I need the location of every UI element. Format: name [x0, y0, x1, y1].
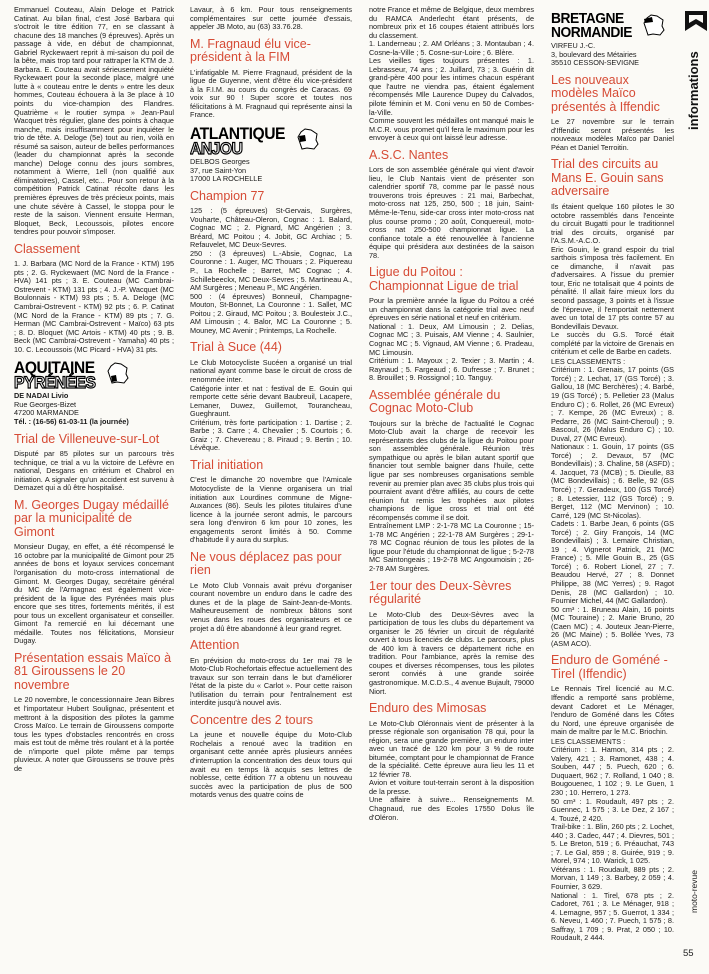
section-heading: Ne vous déplacez pas pour rien: [190, 549, 342, 578]
address-line: 3, boulevard des Métairies: [551, 49, 637, 59]
column-3: [369, 6, 534, 823]
region-logo: [14, 358, 96, 393]
column-2: [190, 6, 352, 801]
section-heading: M. Fragnaud élu vice-président à la FIM: [190, 36, 311, 65]
correspondent-address: [551, 42, 674, 68]
correspondent-name: DELBOS Georges: [190, 156, 250, 166]
ranking-text: LES CLASSEMENTS : Critérium : 1. Hamon, 314 pts ; 2. Valery, 421 ; 3. Ramonet, 438 ; 4. Souben, 447 ; 5. Puech, 620 ; 6. Duquaert, 962 ; 7. Rolland, 1 040 ; 8. Bougouenec, 1 102 ; 9. Le Guen, 1 230 ; 10. Herrero, 1 273. 50 cm³ : 1. Roudault, 497 pts ; 2. Guennec, 1 575 ; 3. Le Dez, 2 167 ; 4. Touzé, 2 420. Trail-bike : 1. Blin, 260 pts ; 2. Lochet, 440 ; 3. Cadec, 447 ; 4. Dievres, 501 ; 5. Le Breton, 519 ; 6. Préauchat, 743 ; 7. Le Gal, 859 ; 8. Guirée, 919 ; 9. Morel, 974 ; 10. Warick, 1 025. Vétérans : 1. Roudault, 889 pts ; 2. Morvan, 1 149 ; 3. Barbey, 2 059 ; 4. Fournier, 3 629. National : 1. Tirel, 678 pts ; 2. Cadoret, 761 ; 3. Le Ménager, 918 ; 4. Lemagne, 957 ; 5. Guerrot, 1 334 ; 6. Neveu, 1 460 ; 7. Puech, 1 575 ; 8. Saffray, 1 709 ; 9. Prat, 2 050 ; 10. Roudault, 2 444.: [551, 736, 674, 943]
article-text: L'infatigable M. Pierre Fragnaud, président de la ligue de Guyenne, vient d'être élu vice-président à la F.I.M. au cours du congrès de Caracas. 69 voix sur 90 ! Super score et toutes nos félicitations à M. Fragnaud qui représente ainsi la France.: [190, 67, 352, 120]
region-logo-line2: ANJOU: [190, 138, 243, 158]
article-text: En prévision du moto-cross du 1er mai 78 le Moto-Club Rochefortais effectue actuellement des travaux sur son terrain dans le but d'améliorer l'état de la piste du « Carlot ». Pour cette raison l'utilisation du terrain pour l'entraînement est interdite jusqu'à nouvel avis.: [190, 655, 352, 708]
address-line: 37, rue Saint-Yon: [190, 165, 247, 175]
region-header-bretagne: [551, 12, 674, 40]
section-heading: M. Georges Dugay médaillé par la municipalité de Gimont: [14, 497, 169, 539]
region-logo-line2: PYRÉNÉES: [14, 373, 96, 393]
column-4: [551, 6, 674, 944]
section-heading: Attention: [190, 638, 240, 653]
section-heading: Champion 77: [190, 188, 265, 203]
correspondent-name: DE NADAI Livio: [14, 391, 69, 401]
section-heading: A.S.C. Nantes: [369, 147, 449, 162]
section-heading: Trial de Villeneuve-sur-Lot: [14, 431, 160, 446]
section-heading: Classement: [14, 241, 80, 256]
article-text: Toujours sur la brèche de l'actualité le Cognac Moto-Club avait la charge de recevoir les représentants des clubs de la ligue du Poitou pour son assemblée générale. Réunion très sympathique ou après le bilan autant sportif que financier tout semble baigner dans l'huile, cette ligue par ses nombreuses organisations semble revenir au premier plan avec 35 clubs plus trois qui pourraient avant d'être affiliés, au cours de cette réunion fut remis les trophées aux pilotes champions de ligue cross et trial ont été récompensés comme il se doit. Entraînement LMP : 2-1-78 MC La Couronne ; 15-1-78 MC Angérien ; 22-1-78 AM Surgères ; 29-1-78 MC Cognac réunion de tous les pilotes de la ligue pour l'étude du championnat de ligue ; 5-2-78 MC Saintongeais ; 19-2-78 MC Angoumoisin ; 26-2-78 AM Surgères.: [369, 418, 534, 574]
article-text: Le Club Motocycliste Sucéen a organisé un trial national ayant comme base le circuit de cross de renommée inter. Catégorie inter et nat : festival de E. Gouin qui remporte cette série devant Baubreuil, Lacapere, Lemaner, Duwez, Guillemot, Tourancheau, Gueghraunt. Critérium, très forte participation : 1. Dartise ; 2. Barbe ; 3. Carre ; 4. Chevalier ; 5. Courtois ; 6. Graiz ; 7. Chevereau ; 8. Piraud ; 9. Bertin ; 10. Lévêque.: [190, 357, 352, 453]
address-line: 47200 MARMANDE: [14, 408, 79, 418]
address-line: 35510 CESSON-SEVIGNE: [551, 58, 640, 68]
ranking-text: LES CLASSEMENTS : Critérium : 1. Grenais, 17 points (GS Torcé) ; 2. Lechat, 17 (GS Torcé) ; 3. Gallou, 18 (MC Berchères) ; 4. Barbé, 19 (GS Torcé) ; 5. Pelletier 23 (Malus Enduro C) ; 6. Rollet, 26 (MC Evreux) ; 7. Kempe, 26 (MC Evreux) ; 8. Pedarre, 26 (MC Saint-Cheroul) ; 9. Bascoul, 26 (Malus Enduro C) ; 10. Duval, 27 (MC Evreux). Nationaux : 1. Gouin, 17 points (GS Torcé) ; 2. Devaux, 57 (MC Bondevillais) ; 3. Chaline, 58 (ASFD) ; 4. Jacquet, 73 (MCB) ; 5. Dieulle, 83 (MC Bondevillais) ; 6. Belle, 92 (GS Torcé) ; 7. Geradeux, 100 (GS Torcé) ; 8. Letessier, 112 (GS Torcé) ; 9. Berget, 112 (MC Mervinon) ; 10. Carré, 129 (MC St-Nicolas). Cadets : 1. Barbe Jean, 6 points (GS Torcé) ; 2. Giry François, 14 (MC Bondevillais) ; 3. Lemaire Christian, 19 ; 4. Vignerot Patrick, 21 (MC France) ; 5. Mlle Gouin B., 25 (GS Torcé) ; 6. Robert Lionel, 27 ; 7. Beaudou Hervé, 27 ; 8. Donnet Philippe, 38 (MC Yerres) ; 9. Ragot Denis, 28 (MC Gallardon) ; 10. Fournier Michel, 44 (MC Gallardon). 50 cm³ : 1. Bruneau Alain, 16 points (MC Touraine) ; 2. Marie Bruno, 20 (Caen MC) ; 4. Jouteux Jean-Pierre, 26 (MC Maine) ; 5. Bollée Yves, 73 (ASM ACO).: [551, 356, 674, 648]
region-logo: [190, 123, 286, 158]
article-text: Lors de son assemblée générale qui vient d'avoir lieu, le Club Nantais vient de présenter son calendrier sportif 78, comme par le passé nous trouverons trois épreuves : 21 mai, Barbechat, moto-cross nat 125, 250, 500 ; 18 juin, Saint-Même-le-Tenu, side-car cross inter moto-cross nat plus course promo ; 20 août, Conquereuil, moto-cross nat 250-500 championnat ligue. La confiance totale a été renouvellée à l'ancienne équipe qui présidera aux destinées de la saison 78.: [369, 165, 534, 260]
region-logo-line1: AQUITAINE: [14, 358, 95, 378]
article-text: Monsieur Dugay, en effet, a été récompensé le 16 octobre par la municipalité de Gimont pour 25 années de bons et loyaux services concernant l'organisation du moto-cross international de Gimont. M. Georges Dugay, secrétaire général du MC de l'Armagnac est également vice-président de la ligue des Pyrénées mais plus encore que ses titres, fortements mérités, il est pour tous un excellent organisateur et conseiller. Gimont l'a remercié en lui décernant une médaille. Toutes nos félicitations, Monsieur Dugay.: [14, 542, 174, 646]
section-heading: 1er tour des Deux-Sèvres régularité: [369, 578, 512, 607]
section-heading: Ligue du Poitou : Championnat Ligue de trial: [369, 265, 519, 293]
article-text: Emmanuel Couteau, Alain Deloge et Patrick Catinat. Au bilan final, c'est José Barbara qui s'octroit le titre édition 77, en se classant à chacune des 18 manches (9 épreuves). Après un passage à vide, en début de championnat, Gabriel Ryckewaert reprit à mi-saison du poil de la bête, mais trop tard pour rattraper la KTM de J. Barbara. E. Couteau avait sérieusement inquiété Ryckewaert pour la seconde place, malgré une lutte à « couteau entre le dents » entre les deux hommes, Couteau échouera à la 3e place à 10 points du vice-champion des Flandres. Quatrième « le routier sympa » Jean-Paul Wacquet très régulier, glane des points à chaque manche, mais insuffisamment pour inquiéter le trio de tête. A. Deloge (5e) tout au rien, voilà en résumé sa saison, auteur de belles performances (leader du championnat après la seconde manche) Deloge connu des jours sombres, notamment à Wierre, 1ell (non qualifié aux éliminatoires), Cassel, etc... Pour son retour à la compétition Patrick Catinat récolte dans les premières épreuves de très précieux points, mais une chute sévère à Cassel, le stoppa pour le reste de la saison. Viennent ensuite Herman, Bloquet, Beck, Lecoussois, pilotes encore tendres pour pouvoir s'imposer.: [14, 6, 174, 237]
article-text: notre France et même de Belgique, deux membres du RAMCA Anderlecht étant présents, de nombreux prix et 16 coupes étaient attribués lors du classement. 1. Landerneau ; 2. AM Orléans ; 3. Montauban ; 4. Cosne-la-Ville ; 5. Cosne-sur-Loire ; 6. Blère. Les vieilles tiges toujours présentes : 1. Lebrasseur, 74 ans ; 2. Juillard, 73 ; 3. Guérin dit grand-père 400 pour les intimes chacun espérant que l'autre ne viendra pas, étaient également récompensés Mlle Laurence Dupey du Calvados, pilote féminin et M. Coni venu en 50 de Combes-la-Ville. Comme souvent les médailles ont manqué mais le M.C.R. vous promet qu'il fera le maximum pour les envoyer à ceux qui ont laissé leur adresse.: [369, 6, 534, 143]
section-heading: Les nouveaux modèles Maïco présentés à Iffendic: [551, 72, 660, 114]
section-heading: Trial initiation: [190, 457, 264, 472]
ranking-text: 1. J. Barbara (MC Nord de la France - KTM) 195 pts ; 2. G. Ryckewaert (MC Nord de la France - HVA) 141 pts ; 3. E. Couteau (MC Cambrai-Ostrevent - KTM) 131 pts ; 4. J.-P. Wacquet (MC Boulonnais - KTM) 93 pts ; 5. A. Deloge (MC Cambrai-Ostrevent - KTM) 92 pts ; 6. P. Catinat (MC Nord de la France - KTM) 89 pts ; 7. G. Herman (MC Cambrai-Ostrevent - Maïco) 63 pts ; 8. D. Bloquet (MC Artois - KTM) 40 pts ; 9. B. Beck (MC Cambrai-Ostrevent - Yamaha) 40 pts ; 10. C. Lecoussois (MC Picard - HVA) 31 pts.: [14, 259, 174, 354]
article-text: C'est le dimanche 20 novembre que l'Amicale Motocycliste de la Vienne organisera un trial initiation aux Lourdines commune de Migne-Auxances (86). Seuls les pilotes titulaires d'une licence à la journée seront admis, le parcours sera long d'environ 6 km pour 10 zones, les engagements seront limités à 50. Comme d'habitude il y aura du surplus.: [190, 475, 352, 545]
section-heading: Assemblée générale du Cognac Moto-Club: [369, 387, 501, 416]
address-line: Rue Georges-Bizet: [14, 399, 77, 409]
region-logo-line1: ATLANTIQUE: [190, 123, 286, 143]
section-heading: Présentation essais Maïco à 81 Giroussens le 20 novembre: [14, 650, 172, 692]
magazine-name: moto-revue: [689, 870, 699, 913]
article-text: Pour la première année la ligue du Poitou a créé un championnat dans la catégorie trial avec neuf épreuves en série national et neuf en critérium. National : 1. Deux, AM Limousin ; 2. Delias, Cognac MC ; 3. Puisais, AM Vienne ; 4. Saulnier, Cognac MC ; 5. Vignaud, AM Vienne ; 6. Pradeau, MC Limousin. Critérium : 1. Mayoux ; 2. Texier ; 3. Martin ; 4. Raynaud ; 5. Fargeaud ; 6. Dufresse ; 7. Brunet ; 8. Brouillet ; 9. Rossignol ; 10. Tanguy.: [369, 296, 534, 383]
correspondent-name: VIRFEU J.-C.: [551, 41, 596, 50]
article-text: Le Moto Club Vonnais avait prévu d'organiser courant novembre un enduro dans le cadre des dunes et de la plage de Saint-Jean-de-Monts. Malheureusement de nombreux bâtons sont venus dans les roues des organisateurs et ce projet a dû être abandonné à leur grand regret.: [190, 580, 352, 633]
region-header-aquitaine: [14, 358, 174, 393]
article-text: Ils étaient quelque 160 pilotes le 30 octobre rassemblés dans l'enceinte du circuit Bugatti pour le traditionnel trial des circuits, organisé par l'A.S.M.-A.C.O. Eric Gouin, le grand espoir du trial sarthois s'imposa très facilement. En ce dimanche, il n'avait pas d'adversaires. A l'issue du premier tour, Eric ne totalisait que 4 points de pénalité. Il allait faire mieux lors du second passage, 3 points et à l'issue de l'épreuve, il l'emportait nettement avec un total de 17 pts contre 57 au Bondevillais Devaux. Le succès du G.S. Torcé était complété par la victoire de Grenais en critérium et celle de Barbe en cadets.: [551, 201, 674, 357]
magazine-corner-logo: [684, 10, 708, 32]
france-map-icon: [107, 362, 129, 384]
article-text: Lavaur, à 6 km. Pour tous renseignements complémentaires sur cette journée d'essais, appeler JB Moto, au (63) 33.76.28.: [190, 6, 352, 32]
article-text: La jeune et nouvelle équipe du Moto-Club Rochelais a renoué avec la tradition en organisant cette année après plusieurs années d'interruption la concentration des deux tours qui avait eu en temps là acquis ses lettres de noblesse, cette édition 77 a obtenu un nouveau succès avec la participation de plus de 500 motards venus des quatre coins de: [190, 730, 352, 800]
article-text: Le Moto-Club Oléronnais vient de présenter à la presse régionale son organisation 78 qui, pour la région, sera une grande première, un enduro inter avec un tracé de 120 km pour 3 % de route bitumée, comptant pour le championnat de France de la spécialité. Cette épreuve aura lieu les 11 et 12 février 78. Avion et voiture tout-terrain seront à la disposition de la presse. Une affaire à suivre... Renseignements M. Chagnaud, rue des Ecoles 17550 Dolus île d'Oléron.: [369, 718, 534, 822]
france-map-icon: [643, 14, 665, 36]
correspondent-address: [14, 392, 174, 426]
section-heading: Trial à Suce (44): [190, 340, 282, 355]
article-text: 125 : (5 épreuves) St-Gervais, Surgères, Vouharte, Château-Oleron, Cognac : 1. Balard, Cognac MC ; 2. Pignard, MC Angérien ; 3. Bréard, MC Poitou ; 4. Jobit, GC Archiac ; 5. Refauvelet, MC Deux-Sevres. 250 : (3 épreuves) L.-Absie, Cognac, La Couronne : 1. Auger, MC Thouars ; 2. Piquereau P., La Rochelle ; Barret, MC Cognac ; 4. Schillebeeckx, MC Deux-Sevres ; 5. Martineau A., AM Surgères ; Meneau P., MC Angérien. 500 : (4 épreuves) Bonneuil, Champagne-Mouton, St-Bonnet, La Couronne : 1. Sallet, MC Poitou ; 2. Giraud, MC Poitou ; 3. Boulesteix J.C., AM Limousin ; 4. Balor, MC La Couronne ; 5. Mouney, MC Avenir ; Printemps, La Rochelle.: [190, 206, 352, 335]
article-text: Le Rennais Tirel licencié au M.C. Iffendic a remporté sans problème, devant Cadoret et Le Ménager, l'enduro de Goméné dans les Côtes du Nord, une épreuve organisée de main de maître par le M.C. Briochin.: [551, 684, 674, 737]
region-logo: [551, 12, 632, 40]
region-header-atlantique: [190, 123, 352, 158]
section-heading: Enduro de Goméné - Tirel (Iffendic): [551, 653, 668, 681]
article-text: Disputé par 85 pilotes sur un parcours très technique, ce trial a vu la victoire de Lefèvre en national, Desgans en critérium et Chabrol en initiation. A signaler qu'un accident est survenu à Demazet qui a dû être hospitalisé.: [14, 449, 174, 493]
phone-line: Tél. : (16-56) 61-03-11 (la journée): [14, 417, 129, 427]
section-heading: Concentre des 2 tours: [190, 712, 313, 727]
article-text: Le 20 novembre, le concessionnaire Jean Bibres et l'importateur Hubert Soulignac, présentent et mettront à la disposition des pilotes la gamme Cross Maïco. Le terrain de Giroussens comporte tous les types d'obstacles rencontrés en cross mais est tout de même très roulant et à la portée de n'importe quel pilote même par temps pluvieux. A noter que Giroussens se trouve près de: [14, 695, 174, 773]
address-line: 17000 LA ROCHELLE: [190, 174, 263, 184]
column-1: [14, 6, 174, 774]
article-text: Le 27 novembre sur le terrain d'Iffendic seront présentés les nouveaux modèles Maïco par Daniel Péan et Daniel Terroitin.: [551, 117, 674, 152]
correspondent-address: [190, 158, 352, 184]
page-sidebar: [681, 0, 709, 974]
section-heading: Trial des circuits au Mans E. Gouin sans adversaire: [551, 157, 664, 199]
france-map-icon: [297, 128, 319, 150]
page-number: 55: [683, 948, 694, 959]
article-text: Le Moto-Club des Deux-Sèvres avec la participation de tous les clubs du département va organiser le 26 février un circuit de régularité ouvert à tous licenciés de clubs. Le parcours, plus de 400 km à travers ce département riche en tradition. Pour l'ambiance, après la remise des coupes et diverses récompenses, tous les pilotes seront conviés à une grande soirée gastronomique. M.C.D.S., 4 avenue Bujault, 79000 Niort.: [369, 609, 534, 696]
section-heading: Enduro des Mimosas: [369, 701, 487, 716]
region-logo-line2: NORMANDIE: [551, 24, 632, 41]
region-logo-line1: BRETAGNE: [551, 10, 624, 27]
section-label: informations: [686, 51, 701, 130]
